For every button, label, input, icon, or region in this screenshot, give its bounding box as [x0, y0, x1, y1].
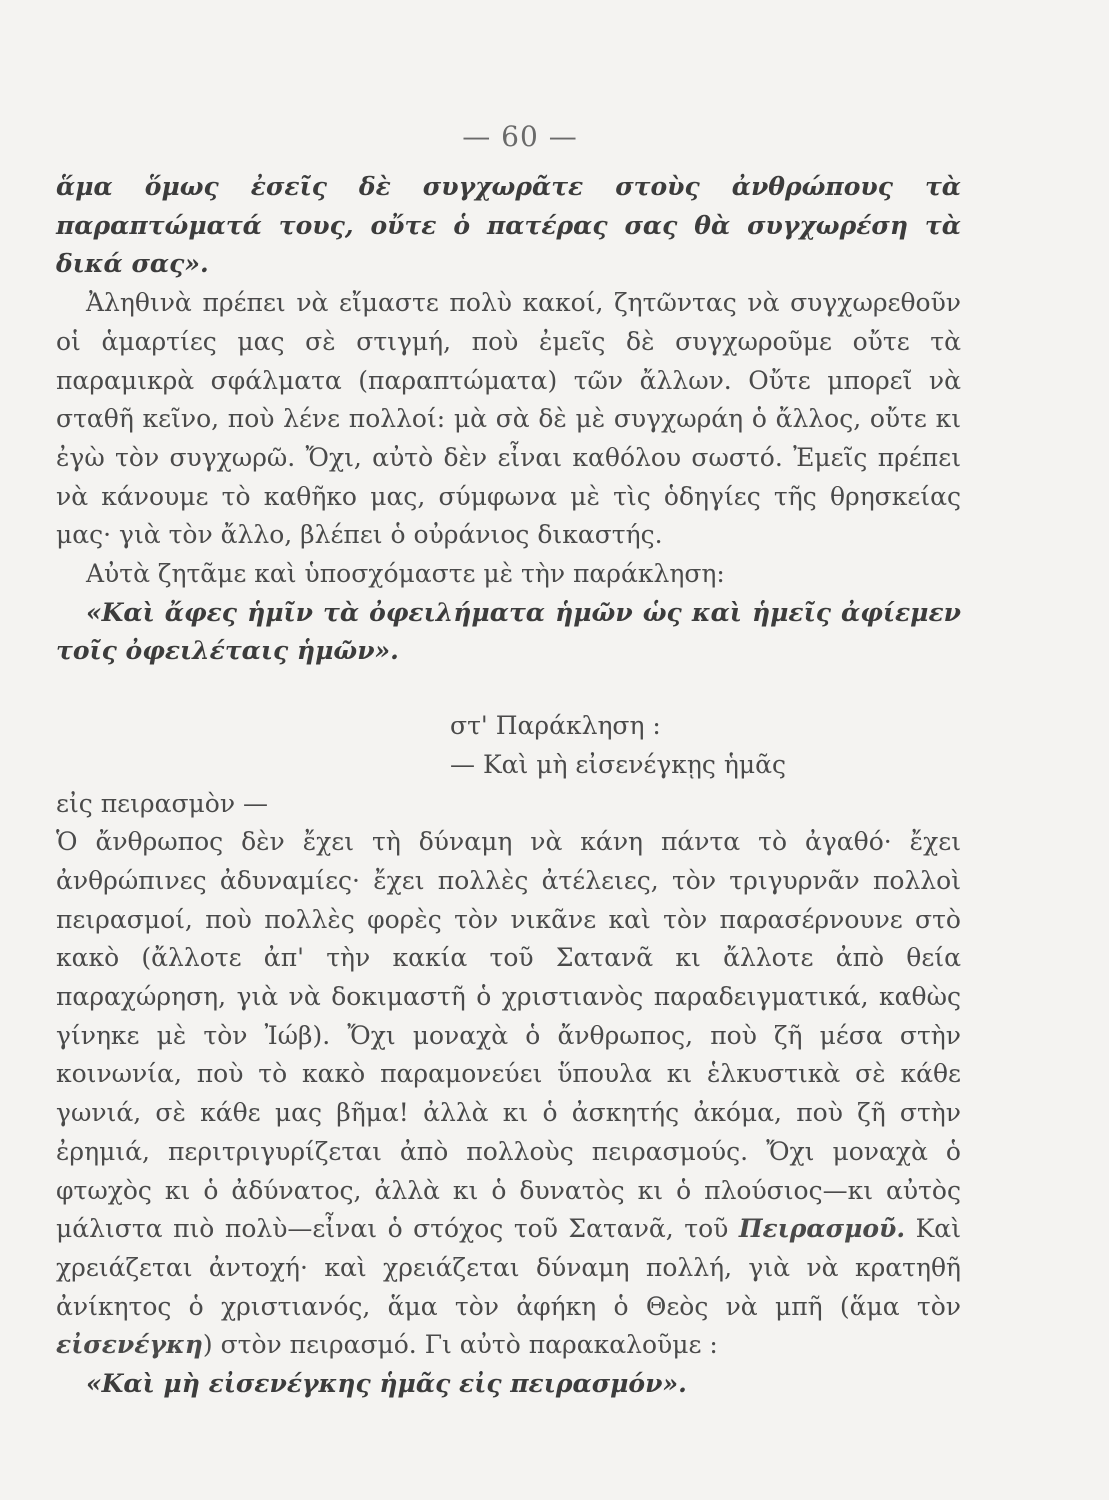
- sidenote-line: — Καὶ μὴ εἰσενέγκῃς ἡμᾶς: [450, 749, 786, 779]
- spacer: [56, 671, 961, 707]
- prayer-quote: «Καὶ ἄφες ἡμῖν τὰ ὀφειλήματα ἡμῶν ὡς καὶ ἡμεῖς ἀφίεμεν τοῖς ὀφειλέταις ἡμῶν».: [56, 597, 961, 666]
- sidenote-line: εἰς πειρασμὸν —: [56, 788, 268, 818]
- paragraph-text: Ὁ ἄνθρωπος δὲν ἔχει τὴ δύναμη νὰ κάνη πάντα τὸ ἀγαθό· ἔχει ἀνθρώπινες ἀδυναμίες· ἔχει πολλὲς ἀτέλειες, τὸν τριγυρνᾶν πολλοὶ πειρασμοί, ποὺ πολλὲς φορὲς τὸν νικᾶνε καὶ τὸν παρασέρνουνε στὸ κακὸ (ἄλλοτε ἀπ' τὴν κακία τοῦ Σατανᾶ κι ἄλλοτε ἀπὸ θεία παραχώρηση, γιὰ νὰ δοκιμαστῆ ὁ χριστιανὸς παραδειγματικά, καθὼς γίνηκε μὲ τὸν Ἰώβ). Ὄχι μοναχὰ ὁ ἄνθρωπος, ποὺ ζῆ μέσα στὴν κοινωνία, ποὺ τὸ κακὸ παραμονεύει ὕπουλα κι ἑλκυστικὰ σὲ κάθε γωνιά, σὲ κάθε μας βῆμα! ἀλλὰ κι ὁ ἀσκητής ἀκόμα, ποὺ ζῆ στὴν ἐρημιά, περιτριγυρίζεται ἀπὸ πολλοὺς πειρασμούς. Ὄχι μοναχὰ ὁ φτωχὸς κι ὁ ἀδύνατος, ἀλλὰ κι ὁ δυνατὸς κι ὁ πλούσιος—κι αὐτὸς μάλιστα πιὸ πολὺ—εἶναι ὁ στόχος τοῦ Σατανᾶ, τοῦ: [56, 827, 961, 1244]
- paragraph: Ἀληθινὰ πρέπει νὰ εἴμαστε πολὺ κακοί, ζητῶντας νὰ συγχωρεθοῦν οἱ ἁμαρτίες μας σὲ στιγμή, ποὺ ἐμεῖς δὲ συγχωροῦμε οὔτε τὰ παραμικρὰ σφάλματα (παραπτώματα) τῶν ἄλλων. Οὔτε μπορεῖ νὰ σταθῆ κεῖνο, ποὺ λένε πολλοί: μὰ σὰ δὲ μὲ συγχωράη ὁ ἄλλος, οὔτε κι ἐγὼ τὸν συγχωρῶ. Ὄχι, αὐτὸ δὲν εἶναι καθόλου σωστό. Ἐμεῖς πρέπει νὰ κάνουμε τὸ καθῆκο μας, σύμφωνα μὲ τὶς ὁδηγίες τῆς θρησκείας μας· γιὰ τὸν ἄλλο, βλέπει ὁ οὐράνιος δικαστής.: [56, 288, 961, 550]
- quote-continuation: ἅμα ὅμως ἐσεῖς δὲ συγχωρᾶτε στοὺς ἀνθρώπους τὰ παραπτώματά τους, οὔτε ὁ πατέρας σας θὰ συγχωρέση τὰ δικά σας».: [56, 172, 961, 279]
- emphasis: εἰσενέγκη: [56, 1330, 203, 1360]
- page-number: — 60 —: [462, 120, 578, 153]
- paragraph-text: Καὶ χρειάζεται ἀντοχή· καὶ χρειάζεται δύναμη πολλή, γιὰ νὰ κρατηθῆ ἀνίκητος ὁ χριστιανός, ἅμα τὸν ἀφήκη ὁ Θεὸς νὰ μπῆ (ἅμα τὸν: [56, 1214, 961, 1321]
- sidenote-heading: στ' Παράκληση :: [450, 711, 661, 741]
- paragraph: Αὐτὰ ζητᾶμε καὶ ὑποσχόμαστε μὲ τὴν παράκληση:: [86, 559, 725, 589]
- paragraph-text: ) στὸν πειρασμό. Γι αὐτὸ παρακαλοῦμε :: [202, 1330, 718, 1360]
- prayer-quote: «Καὶ μὴ εἰσενέγκης ἡμᾶς εἰς πειρασμόν».: [86, 1369, 687, 1399]
- emphasis: Πειρασμοῦ.: [738, 1214, 906, 1244]
- page-body: [56, 168, 961, 1404]
